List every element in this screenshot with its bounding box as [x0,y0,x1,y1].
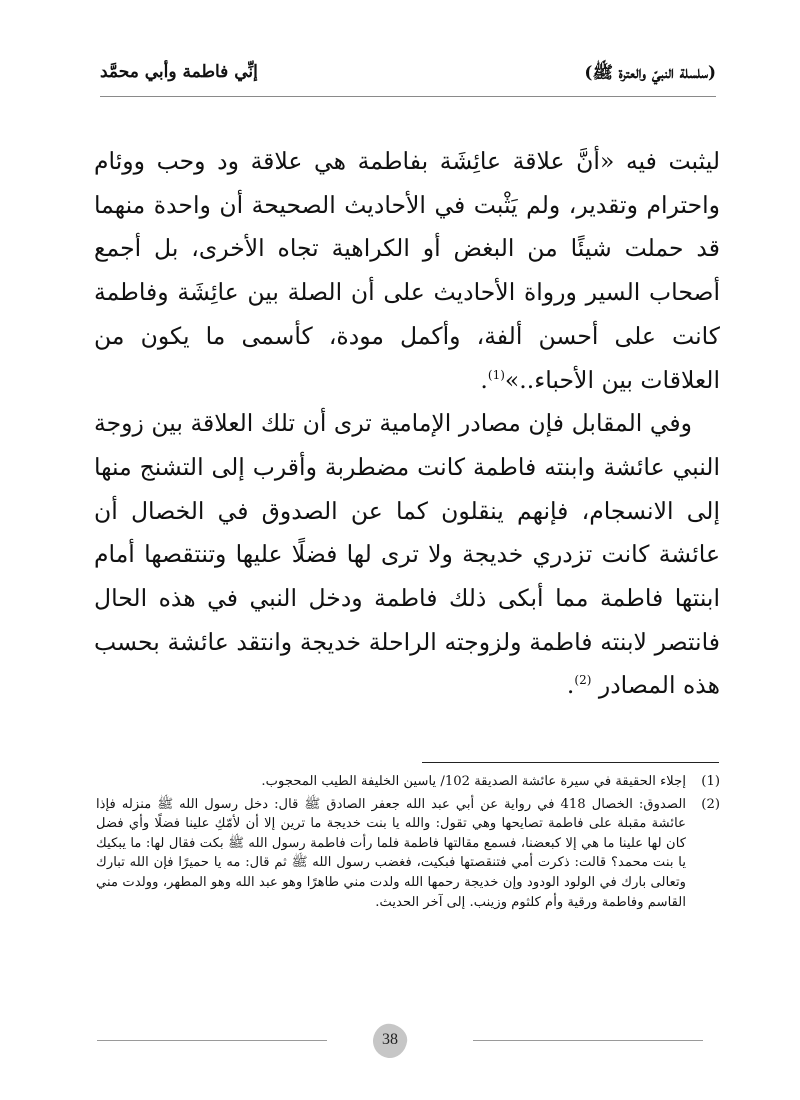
header-divider [100,96,716,97]
series-title: (سلسلة النبيّ والعترة ﷺ) [584,63,716,83]
body-text [94,140,720,708]
running-header [100,56,716,96]
paragraph-punctuation: . [566,671,575,700]
paragraph-imamiya [94,402,720,708]
paragraph-quote [94,140,720,402]
footnote-divider [422,762,719,763]
paragraph-punctuation: . [480,365,488,394]
footnote-number: (1) [701,774,720,789]
footnotes [96,772,720,915]
footnote-number: (2) [701,796,720,812]
footer-rule-left [97,1040,327,1041]
footnote-item [96,795,720,913]
footnote-text: إجلاء الحقيقة في سيرة عائشة الصديقة 102/ ياسين الخليفة الطيب المحجوب. [261,774,686,789]
footnote-reference[interactable]: (2) [574,673,592,688]
book-title: إنِّي فاطمة وأبي محمَّد [100,62,258,82]
footnote-reference[interactable]: (1) [487,367,505,382]
paragraph-text: ليثبت فيه «أنَّ علاقة عائِشَة بفاطمة هي علاقة ود وحب ووئام واحترام وتقدير، ولم يَثْبت في الأحاديث الصحيحة أن واحدة منهما قد حملت شيئًا من البغض أو الكراهية تجاه الأخرى، بل أجمع أصحاب السير ورواة الأحاديث على أن الصلة بين عائِشَة وفاطمة كانت على أحسن ألفة، وأكمل مودة، كأسمى ما يكون من العلاقات بين الأحباء..» [94,147,720,394]
footer-rule-right [473,1040,703,1041]
footnote-text: الصدوق: الخصال 418 في رواية عن أبي عبد الله جعفر الصادق ﷺ قال: دخل رسول الله ﷺ منزله فإذا عائشة مقبلة على فاطمة تصايحها وهي تقول: والله يا بنت خديجة ما ترين إلا أن لأمّكِ علينا فضلًا وأي فضل كان لها علينا ما هي إلا كبعضنا، فسمع مقالتها فاطمة فلما رأت فاطمة رسول الله ﷺ بكت فقال لها: ما يبكيك يا بنت محمد؟ قالت: ذكرت أمي فتنقصتها فبكيت، فغضب رسول الله ﷺ ثم قال: مه يا حميرًا فإن الله تبارك وتعالى بارك في الولود الودود وإن خديجة رحمها الله ولدت مني طاهرًا وهو عبد الله وهو المطهر، وولدت مني القاسم وفاطمة ورقية وأم كلثوم وزينب. إلى آخر الحديث. [96,796,686,910]
page-number: 38 [382,1031,398,1048]
paragraph-text: وفي المقابل فإن مصادر الإمامية ترى أن تلك العلاقة بين زوجة النبي عائشة وابنته فاطمة كانت مضطربة وأقرب إلى التشنج منها إلى الانسجام، فإنهم ينقلون كما عن الصدوق في الخصال أن عائشة كانت تزدري خديجة ولا ترى لها فضلًا عليها وتنتقصها أمام ابنتها فاطمة مما أبكى ذلك فاطمة ودخل النبي في هذه الحال فانتصر لابنته فاطمة ولزوجته الراحلة خديجة وانتقد عائشة بحسب هذه المصادر [94,409,720,700]
footnote-item [96,772,720,792]
page-footer [97,1020,703,1060]
